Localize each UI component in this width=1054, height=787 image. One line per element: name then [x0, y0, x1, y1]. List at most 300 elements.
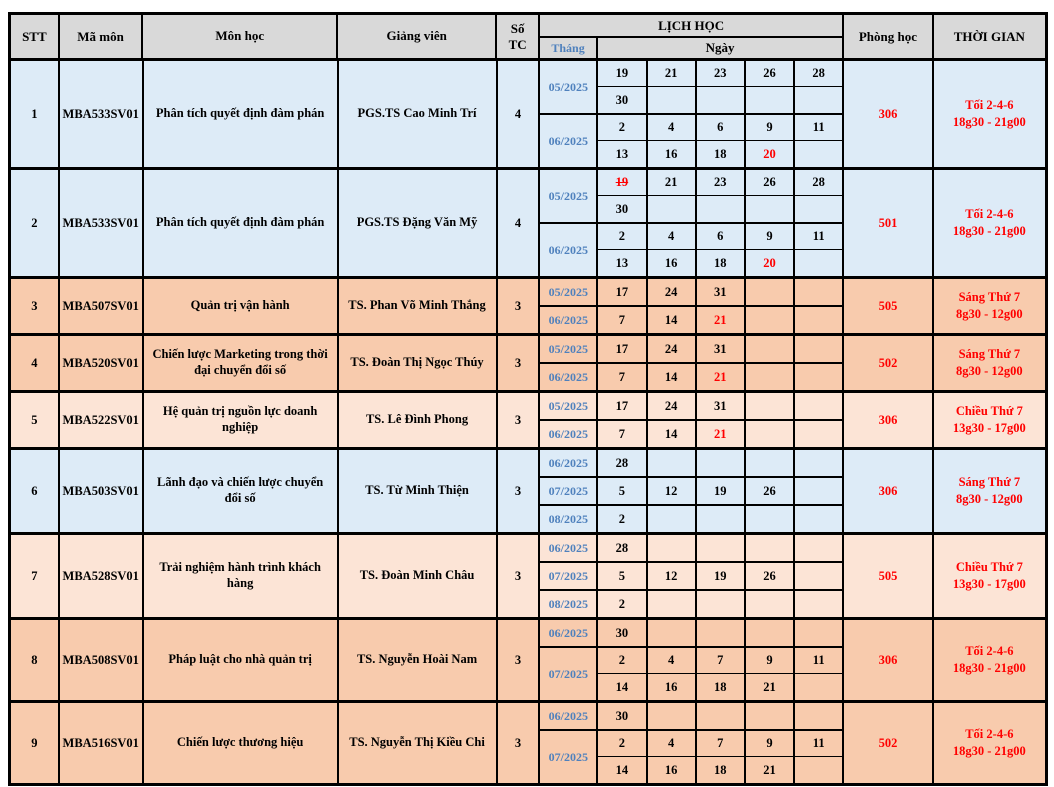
day-line — [598, 591, 842, 617]
month-cell: 06/2025 — [540, 421, 598, 447]
month-cell: 07/2025 — [540, 731, 598, 783]
day-line — [598, 141, 842, 167]
day-cell: 9 — [746, 648, 795, 673]
day-line — [598, 196, 842, 222]
day-line — [598, 87, 842, 113]
schedule-cell — [540, 450, 844, 532]
day-cell: 24 — [648, 279, 697, 305]
day-cell: 13 — [598, 250, 647, 276]
day-cell: 2 — [598, 648, 647, 673]
schedule-cell — [540, 170, 844, 276]
day-cell: 19 — [598, 61, 647, 86]
day-cell: 11 — [812, 736, 825, 750]
header-stt: STT — [11, 15, 60, 58]
schedule-cell — [540, 535, 844, 617]
day-cell — [746, 393, 795, 419]
time-line-1: Tối 2-4-6 — [965, 207, 1014, 222]
day-line — [598, 421, 842, 447]
subject-cell: Phân tích quyết định đàm phán — [144, 170, 339, 276]
day-cell — [746, 279, 795, 305]
month-cell: 06/2025 — [540, 307, 598, 333]
day-cell: 19 — [697, 478, 746, 504]
room-cell: 306 — [844, 393, 933, 447]
lecturer-cell: TS. Từ Minh Thiện — [339, 450, 498, 532]
day-cell — [795, 364, 842, 390]
table-row — [11, 279, 1045, 336]
day-cell: 13 — [598, 141, 647, 167]
subject-cell: Chiến lược Marketing trong thời đại chuyển đổi số — [144, 336, 339, 390]
day-cell: 20 — [746, 141, 795, 167]
day-cell — [697, 535, 746, 561]
day-cell — [795, 279, 842, 305]
day-cell: 7 — [697, 648, 746, 673]
table-row — [11, 61, 1045, 170]
time-line-2: 8g30 - 12g00 — [956, 492, 1023, 506]
day-cell: 2 — [598, 731, 647, 756]
month-cell: 08/2025 — [540, 506, 598, 532]
stt-cell: 4 — [11, 336, 60, 390]
day-cell — [746, 336, 795, 362]
month-group — [540, 307, 842, 333]
day-cell: 24 — [648, 336, 697, 362]
day-lines — [598, 620, 842, 646]
day-cell: 2 — [598, 224, 647, 249]
schedule-cell — [540, 61, 844, 167]
month-group — [540, 61, 842, 115]
day-cell: 19 — [598, 170, 647, 195]
day-cell: 28 — [598, 535, 647, 561]
day-cell: 14 — [598, 757, 647, 783]
room-cell: 502 — [844, 703, 933, 783]
day-cell — [795, 250, 842, 276]
day-cell: 26 — [746, 61, 795, 86]
day-cell: 12 — [648, 563, 697, 589]
day-line — [598, 307, 842, 333]
day-lines — [598, 224, 842, 276]
time-line-1: Tối 2-4-6 — [965, 644, 1014, 659]
time-cell — [934, 336, 1045, 390]
time-line-2: 8g30 - 12g00 — [956, 364, 1023, 378]
subject-cell: Pháp luật cho nhà quản trị — [144, 620, 339, 700]
month-group — [540, 731, 842, 783]
header-time: THỜI GIAN — [953, 28, 1025, 44]
time-cell — [934, 535, 1045, 617]
day-cell: 9 — [746, 115, 795, 140]
day-cell — [648, 591, 697, 617]
day-cell: 6 — [697, 224, 746, 249]
day-cell: 23 — [697, 170, 746, 195]
time-line-1: Sáng Thứ 7 — [958, 290, 1021, 305]
day-line — [598, 250, 842, 276]
day-cell — [697, 87, 746, 113]
lecturer-cell: TS. Lê Đình Phong — [339, 393, 498, 447]
time-cell — [934, 703, 1045, 783]
day-cell — [697, 703, 746, 729]
credits-cell: 3 — [498, 535, 541, 617]
time-cell — [934, 170, 1045, 276]
day-cell — [697, 506, 746, 532]
schedule-cell — [540, 336, 844, 390]
day-cell: 21 — [648, 170, 697, 195]
header-day: Ngày — [705, 40, 735, 55]
day-lines — [598, 648, 842, 700]
subject-cell: Trải nghiệm hành trình khách hàng — [144, 535, 339, 617]
day-lines — [598, 450, 842, 476]
day-cell: 21 — [697, 364, 746, 390]
time-line-1: Chiều Thứ 7 — [955, 404, 1023, 419]
stt-cell: 5 — [11, 393, 60, 447]
day-cell — [795, 307, 842, 333]
month-group — [540, 364, 842, 390]
day-cell: 23 — [697, 61, 746, 86]
time-line-1: Chiều Thứ 7 — [955, 560, 1023, 575]
day-cell: 18 — [697, 674, 746, 700]
stt-cell: 8 — [11, 620, 60, 700]
lecturer-cell: TS. Đoàn Thị Ngọc Thúy — [339, 336, 498, 390]
month-cell: 06/2025 — [540, 535, 598, 561]
month-cell: 07/2025 — [540, 478, 598, 504]
month-group — [540, 336, 842, 364]
credits-cell: 4 — [498, 61, 541, 167]
day-cell — [746, 450, 795, 476]
day-cell: 4 — [648, 115, 697, 140]
schedule-cell — [540, 620, 844, 700]
day-cell: 31 — [697, 279, 746, 305]
day-cell — [795, 703, 842, 729]
day-cell: 16 — [648, 757, 697, 783]
time-line-2: 13g30 - 17g00 — [952, 421, 1026, 435]
day-line — [598, 757, 842, 783]
credits-cell: 3 — [498, 336, 541, 390]
credits-cell: 3 — [498, 620, 541, 700]
month-group — [540, 478, 842, 506]
day-cell — [648, 87, 697, 113]
room-cell: 306 — [844, 620, 933, 700]
day-cell: 31 — [697, 336, 746, 362]
day-cell — [746, 591, 795, 617]
schedule-table — [8, 12, 1048, 786]
day-cell — [746, 506, 795, 532]
day-lines — [598, 421, 842, 447]
table-row — [11, 393, 1045, 450]
day-lines — [598, 563, 842, 589]
header-month: Tháng — [540, 38, 598, 58]
month-group — [540, 620, 842, 648]
day-cell: 28 — [812, 175, 825, 189]
day-line — [598, 450, 842, 476]
course-code-cell: MBA508SV01 — [60, 620, 144, 700]
day-line — [598, 364, 842, 390]
day-line — [598, 478, 842, 504]
day-line — [598, 170, 842, 196]
day-line — [598, 674, 842, 700]
day-cell: 26 — [746, 563, 795, 589]
credits-cell: 3 — [498, 279, 541, 333]
schedule-cell — [540, 703, 844, 783]
lecturer-cell: TS. Phan Võ Minh Thắng — [339, 279, 498, 333]
credits-cell: 3 — [498, 450, 541, 532]
day-cell: 21 — [697, 307, 746, 333]
day-cell: 5 — [598, 478, 647, 504]
header-schedule: LỊCH HỌC — [540, 15, 842, 38]
day-cell: 4 — [648, 731, 697, 756]
day-cell: 21 — [746, 757, 795, 783]
day-cell: 7 — [598, 364, 647, 390]
course-code-cell: MBA507SV01 — [60, 279, 144, 333]
time-line-2: 18g30 - 21g00 — [952, 224, 1026, 238]
day-cell: 17 — [598, 279, 647, 305]
day-cell: 14 — [648, 421, 697, 447]
header-schedule-group — [540, 15, 844, 58]
day-cell — [648, 620, 697, 646]
day-cell: 20 — [746, 250, 795, 276]
subject-cell: Quản trị vận hành — [144, 279, 339, 333]
header-room: Phòng học — [844, 15, 934, 58]
day-cell: 4 — [648, 224, 697, 249]
table-row — [11, 170, 1045, 279]
day-line — [598, 393, 842, 419]
subject-cell: Lãnh đạo và chiến lược chuyển đổi số — [144, 450, 339, 532]
day-cell: 28 — [598, 450, 647, 476]
day-lines — [598, 279, 842, 305]
credits-cell: 4 — [498, 170, 541, 276]
day-lines — [598, 307, 842, 333]
month-group — [540, 591, 842, 617]
month-cell: 07/2025 — [540, 563, 598, 589]
day-line — [598, 535, 842, 561]
table-row — [11, 450, 1045, 535]
day-cell: 12 — [648, 478, 697, 504]
time-cell — [934, 61, 1045, 167]
day-cell: 16 — [648, 250, 697, 276]
day-cell — [795, 535, 842, 561]
day-lines — [598, 731, 842, 783]
month-cell: 05/2025 — [540, 61, 598, 113]
day-line — [598, 620, 842, 646]
day-cell: 21 — [648, 61, 697, 86]
time-line-2: 18g30 - 21g00 — [952, 115, 1026, 129]
day-lines — [598, 61, 842, 113]
subject-cell: Phân tích quyết định đàm phán — [144, 61, 339, 167]
day-cell — [795, 393, 842, 419]
month-cell: 05/2025 — [540, 279, 598, 305]
day-cell: 28 — [812, 66, 825, 80]
stt-cell: 2 — [11, 170, 60, 276]
credits-cell: 3 — [498, 393, 541, 447]
day-cell: 14 — [598, 674, 647, 700]
day-cell: 14 — [648, 307, 697, 333]
course-code-cell: MBA520SV01 — [60, 336, 144, 390]
time-line-1: Sáng Thứ 7 — [958, 347, 1021, 362]
day-line — [598, 731, 842, 757]
table-body — [11, 61, 1045, 783]
day-cell — [795, 591, 842, 617]
day-cell: 6 — [697, 115, 746, 140]
month-cell: 05/2025 — [540, 336, 598, 362]
day-lines — [598, 591, 842, 617]
month-cell: 08/2025 — [540, 591, 598, 617]
day-cell — [648, 506, 697, 532]
time-line-2: 13g30 - 17g00 — [952, 577, 1026, 591]
lecturer-cell: TS. Nguyễn Hoài Nam — [339, 620, 498, 700]
day-line — [598, 506, 842, 532]
day-line — [598, 224, 842, 250]
day-cell — [795, 336, 842, 362]
month-cell: 07/2025 — [540, 648, 598, 700]
room-cell: 501 — [844, 170, 933, 276]
day-cell: 26 — [746, 478, 795, 504]
day-cell — [795, 421, 842, 447]
table-row — [11, 336, 1045, 393]
course-code-cell: MBA516SV01 — [60, 703, 144, 783]
day-cell: 18 — [697, 250, 746, 276]
day-cell: 16 — [648, 674, 697, 700]
room-cell: 306 — [844, 450, 933, 532]
day-lines — [598, 364, 842, 390]
day-cell — [746, 196, 795, 222]
day-cell: 7 — [598, 307, 647, 333]
stt-cell: 1 — [11, 61, 60, 167]
month-cell: 06/2025 — [540, 703, 598, 729]
day-cell: 18 — [697, 141, 746, 167]
day-cell: 30 — [598, 87, 647, 113]
day-line — [598, 703, 842, 729]
day-cell — [795, 141, 842, 167]
month-cell: 05/2025 — [540, 393, 598, 419]
month-cell: 06/2025 — [540, 115, 598, 167]
day-cell — [648, 196, 697, 222]
day-cell: 7 — [697, 731, 746, 756]
day-cell — [795, 450, 842, 476]
table-row — [11, 620, 1045, 703]
day-cell — [648, 450, 697, 476]
day-lines — [598, 506, 842, 532]
stt-cell: 3 — [11, 279, 60, 333]
month-group — [540, 279, 842, 307]
day-line — [598, 61, 842, 87]
month-group — [540, 563, 842, 591]
day-cell: 21 — [697, 421, 746, 447]
header-credits: Số TC — [497, 15, 540, 58]
header-course-code: Mã môn — [60, 15, 144, 58]
day-cell — [795, 757, 842, 783]
day-cell: 17 — [598, 336, 647, 362]
day-cell — [795, 506, 842, 532]
schedule-cell — [540, 279, 844, 333]
month-group — [540, 421, 842, 447]
room-cell: 502 — [844, 336, 933, 390]
time-cell — [934, 620, 1045, 700]
day-cell — [795, 674, 842, 700]
month-group — [540, 703, 842, 731]
room-cell: 505 — [844, 535, 933, 617]
day-cell: 4 — [648, 648, 697, 673]
lecturer-cell: TS. Đoàn Minh Châu — [339, 535, 498, 617]
day-cell: 31 — [697, 393, 746, 419]
day-lines — [598, 393, 842, 419]
month-group — [540, 224, 842, 276]
month-group — [540, 393, 842, 421]
day-cell — [746, 87, 795, 113]
time-line-1: Tối 2-4-6 — [965, 98, 1014, 113]
day-lines — [598, 535, 842, 561]
day-line — [598, 563, 842, 589]
time-line-2: 18g30 - 21g00 — [952, 661, 1026, 675]
time-line-1: Sáng Thứ 7 — [958, 475, 1021, 490]
month-group — [540, 506, 842, 532]
day-cell: 26 — [746, 170, 795, 195]
day-cell — [746, 535, 795, 561]
course-code-cell: MBA533SV01 — [60, 61, 144, 167]
subject-cell: Chiến lược thương hiệu — [144, 703, 339, 783]
day-cell: 19 — [697, 563, 746, 589]
header-schedule-subrow — [540, 38, 842, 58]
day-cell: 14 — [648, 364, 697, 390]
stt-cell: 7 — [11, 535, 60, 617]
day-cell — [697, 591, 746, 617]
day-lines — [598, 336, 842, 362]
month-cell: 06/2025 — [540, 224, 598, 276]
day-cell: 30 — [598, 196, 647, 222]
day-line — [598, 336, 842, 362]
day-cell: 24 — [648, 393, 697, 419]
day-cell — [697, 196, 746, 222]
lecturer-cell: PGS.TS Đặng Văn Mỹ — [339, 170, 498, 276]
course-code-cell: MBA522SV01 — [60, 393, 144, 447]
room-cell: 505 — [844, 279, 933, 333]
course-code-cell: MBA503SV01 — [60, 450, 144, 532]
time-line-1: Tối 2-4-6 — [965, 727, 1014, 742]
month-cell: 06/2025 — [540, 620, 598, 646]
day-cell: 11 — [812, 229, 825, 243]
stt-cell: 9 — [11, 703, 60, 783]
table-row — [11, 535, 1045, 620]
day-line — [598, 279, 842, 305]
day-cell: 16 — [648, 141, 697, 167]
day-cell: 21 — [746, 674, 795, 700]
lecturer-cell: PGS.TS Cao Minh Trí — [339, 61, 498, 167]
table-header — [11, 15, 1045, 61]
table-row — [11, 703, 1045, 783]
day-cell: 9 — [746, 224, 795, 249]
month-group — [540, 170, 842, 224]
month-group — [540, 535, 842, 563]
day-cell — [648, 535, 697, 561]
day-cell: 7 — [598, 421, 647, 447]
day-lines — [598, 170, 842, 222]
day-cell — [795, 620, 842, 646]
header-subject: Môn học — [143, 15, 338, 58]
day-lines — [598, 115, 842, 167]
day-cell: 18 — [697, 757, 746, 783]
subject-cell: Hệ quản trị nguồn lực doanh nghiệp — [144, 393, 339, 447]
day-cell: 2 — [598, 115, 647, 140]
day-cell — [795, 563, 842, 589]
time-line-2: 8g30 - 12g00 — [956, 307, 1023, 321]
day-cell — [746, 307, 795, 333]
month-group — [540, 115, 842, 167]
header-lecturer: Giảng viên — [338, 15, 497, 58]
time-cell — [934, 393, 1045, 447]
course-code-cell: MBA528SV01 — [60, 535, 144, 617]
day-cell: 11 — [812, 120, 825, 134]
schedule-cell — [540, 393, 844, 447]
day-line — [598, 115, 842, 141]
day-cell — [746, 364, 795, 390]
day-cell: 30 — [598, 620, 647, 646]
day-cell: 9 — [746, 731, 795, 756]
day-cell — [697, 620, 746, 646]
